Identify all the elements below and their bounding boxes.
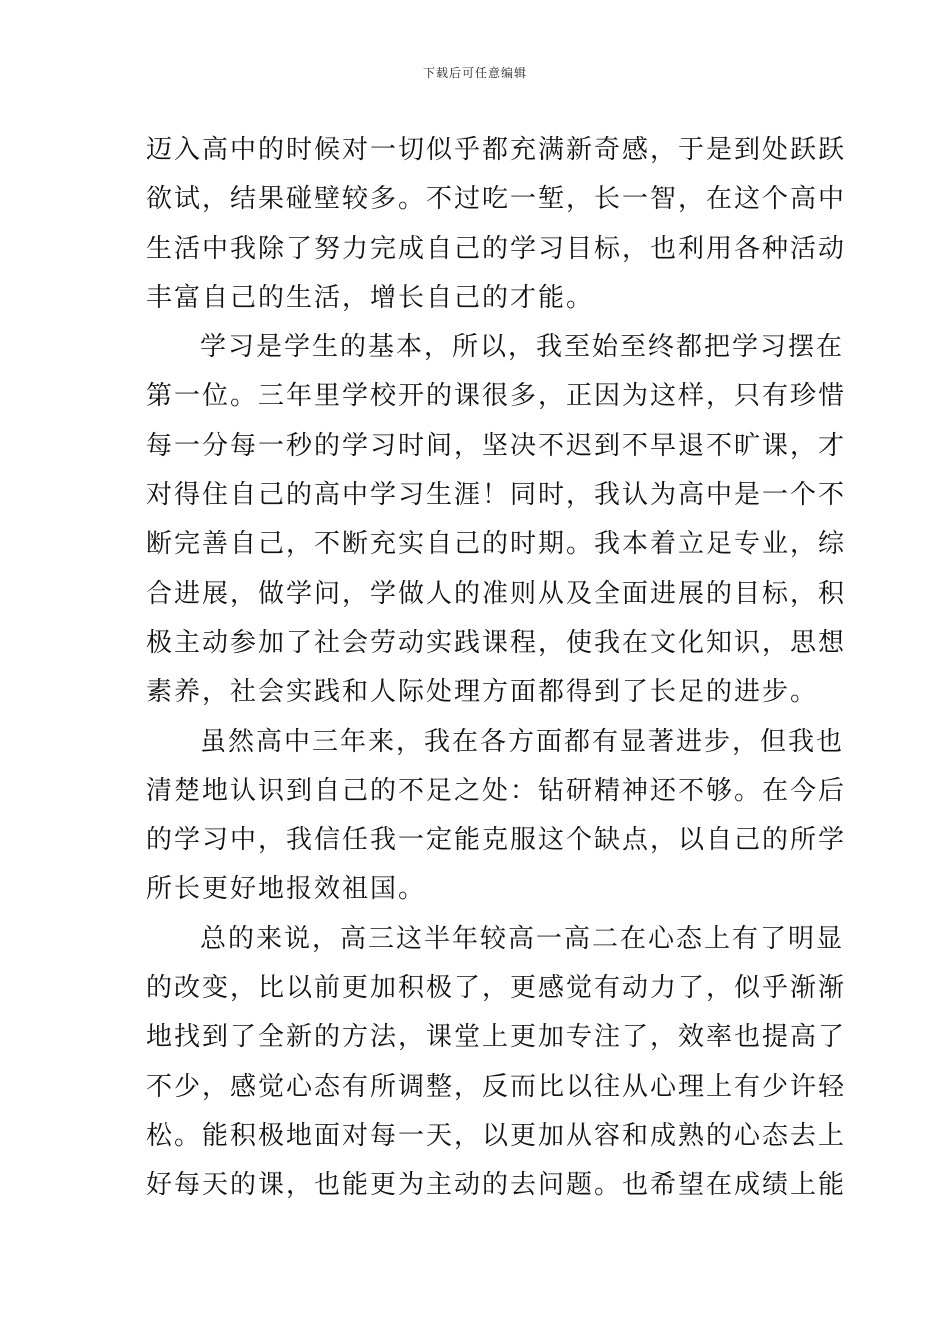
text-line: 不少，感觉心态有所调整，反而比以往从心理上有少许轻 [146, 1071, 847, 1102]
document-body [146, 126, 847, 1211]
text-line: 虽然高中三年来，我在各方面都有显著进步，但我也 [200, 726, 845, 757]
text-line: 每一分每一秒的学习时间，坚决不迟到不早退不旷课，才 [146, 430, 847, 461]
text-line: 丰富自己的生活，增长自己的才能。 [146, 282, 595, 313]
text-line: 迈入高中的时候对一切似乎都充满新奇感，于是到处跃跃 [146, 135, 847, 165]
text-line: 地找到了全新的方法，课堂上更加专注了，效率也提高了 [146, 1022, 847, 1053]
text-line: 合进展，做学问，学做人的准则从及全面进展的目标，积 [146, 578, 847, 609]
text-line: 好每天的课，也能更为主动的去问题。也希望在成绩上能 [146, 1170, 847, 1201]
text-line: 欲试，结果碰壁较多。不过吃一堑，长一智，在这个高中 [146, 184, 847, 215]
text-line: 学习是学生的基本，所以，我至始至终都把学习摆在 [200, 332, 845, 363]
text-line: 总的来说，高三这半年较高一高二在心态上有了明显 [200, 923, 845, 954]
text-line: 松。能积极地面对每一天，以更加从容和成熟的心态去上 [146, 1120, 847, 1151]
text-line: 对得住自己的高中学习生涯！同时，我认为高中是一个不 [146, 480, 847, 511]
paragraph [146, 915, 847, 1211]
text-line: 所长更好地报效祖国。 [146, 874, 427, 905]
text-line: 断完善自己，不断充实自己的时期。我本着立足专业，综 [146, 529, 847, 560]
paragraph [146, 126, 847, 323]
text-line: 的改变，比以前更加积极了，更感觉有动力了，似乎渐渐 [146, 973, 847, 1004]
text-line: 极主动参加了社会劳动实践课程，使我在文化知识，思想 [146, 627, 847, 658]
text-line: 清楚地认识到自己的不足之处：钻研精神还不够。在今后 [146, 775, 847, 806]
text-line: 第一位。三年里学校开的课很多，正因为这样，只有珍惜 [146, 381, 847, 412]
page-header: 下载后可任意编辑 [422, 66, 527, 80]
text-line: 生活中我除了努力完成自己的学习目标，也利用各种活动 [146, 233, 847, 264]
paragraph [146, 323, 847, 717]
text-line: 素养，社会实践和人际处理方面都得到了长足的进步。 [146, 677, 819, 708]
paragraph [146, 718, 847, 915]
text-line: 的学习中，我信任我一定能克服这个缺点，以自己的所学 [146, 825, 847, 856]
